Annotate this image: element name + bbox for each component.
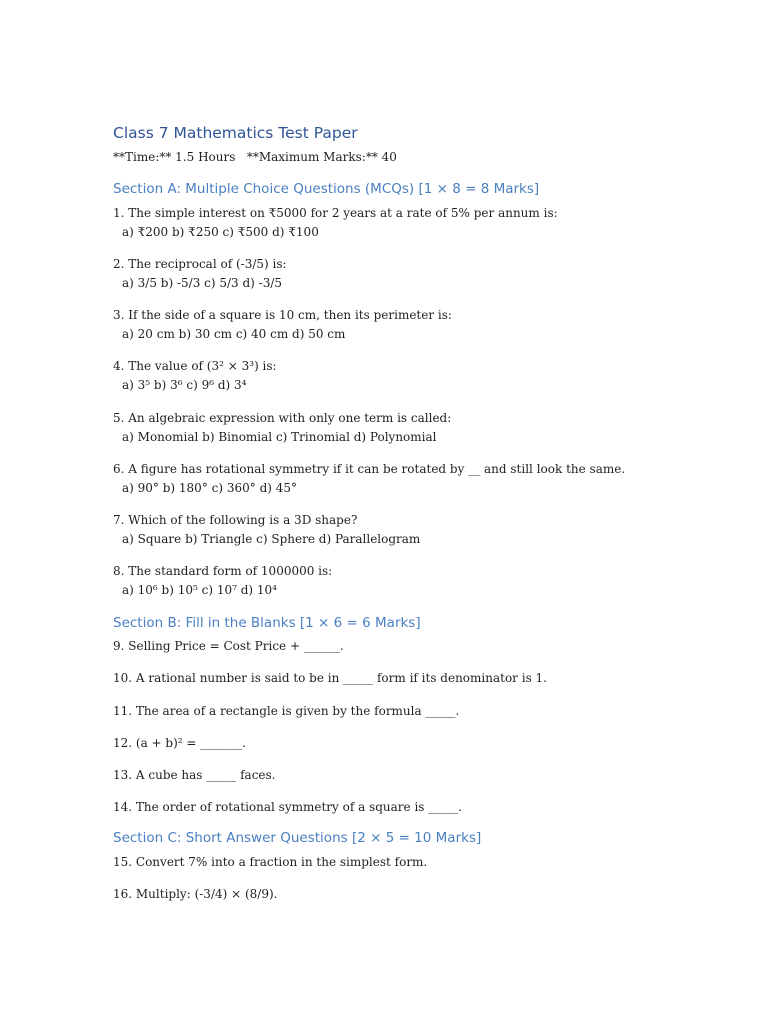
question-14 [113, 798, 462, 817]
question-text: 5. An algebraic expression with only one term is called: [113, 411, 452, 425]
question-text: 10. A rational number is said to be in _____ form if its denominator is 1. [113, 671, 547, 685]
question-11 [113, 702, 459, 721]
question-7 [113, 511, 420, 549]
section-a-heading: Section A: Multiple Choice Questions (MCQs) [1 × 8 = 8 Marks] [113, 181, 540, 197]
question-10 [113, 669, 547, 688]
question-16 [113, 885, 277, 904]
question-15 [113, 853, 427, 872]
question-6 [113, 460, 625, 498]
question-text: 15. Convert 7% into a fraction in the simplest form. [113, 855, 428, 869]
question-text: 11. The area of a rectangle is given by the formula _____. [113, 704, 460, 718]
question-text: 2. The reciprocal of (-3/5) is: [113, 257, 287, 271]
question-options: a) 3/5 b) -5/3 c) 5/3 d) -3/5 [122, 276, 283, 290]
question-text: 13. A cube has _____ faces. [113, 768, 276, 782]
question-options: a) 3⁵ b) 3⁶ c) 9⁶ d) 3⁴ [122, 378, 247, 392]
question-5 [113, 409, 451, 447]
section-c-heading: Section C: Short Answer Questions [2 × 5 = 10 Marks] [113, 830, 482, 846]
question-12 [113, 734, 246, 753]
question-options: a) 10⁶ b) 10⁵ c) 10⁷ d) 10⁴ [122, 583, 277, 597]
question-13 [113, 766, 276, 785]
question-9 [113, 637, 344, 656]
question-text: 9. Selling Price = Cost Price + ______. [113, 639, 344, 653]
question-options: a) Monomial b) Binomial c) Trinomial d) Polynomial [122, 430, 437, 444]
question-text: 16. Multiply: (-3/4) × (8/9). [113, 887, 278, 901]
question-text: 3. If the side of a square is 10 cm, then its perimeter is: [113, 308, 452, 322]
section-b-heading: Section B: Fill in the Blanks [1 × 6 = 6 Marks] [113, 615, 421, 631]
question-text: 8. The standard form of 1000000 is: [113, 564, 333, 578]
question-text: 4. The value of (3² × 3³) is: [113, 359, 277, 373]
question-1 [113, 204, 558, 242]
question-4 [113, 357, 277, 395]
question-options: a) Square b) Triangle c) Sphere d) Parallelogram [122, 532, 421, 546]
question-options: a) 90° b) 180° c) 360° d) 45° [122, 481, 298, 495]
question-3 [113, 306, 452, 344]
question-text: 7. Which of the following is a 3D shape? [113, 513, 358, 527]
time-and-marks-line: **Time:** 1.5 Hours **Maximum Marks:** 40 [113, 150, 397, 164]
question-options: a) ₹200 b) ₹250 c) ₹500 d) ₹100 [122, 225, 319, 239]
question-text: 12. (a + b)² = _______. [113, 736, 247, 750]
question-8 [113, 562, 332, 600]
question-text: 1. The simple interest on ₹5000 for 2 years at a rate of 5% per annum is: [113, 206, 558, 220]
question-text: 6. A figure has rotational symmetry if it can be rotated by __ and still look the same. [113, 462, 626, 476]
question-text: 14. The order of rotational symmetry of a square is _____. [113, 800, 463, 814]
question-2 [113, 255, 287, 293]
page-title: Class 7 Mathematics Test Paper [113, 124, 358, 142]
question-options: a) 20 cm b) 30 cm c) 40 cm d) 50 cm [122, 327, 346, 341]
